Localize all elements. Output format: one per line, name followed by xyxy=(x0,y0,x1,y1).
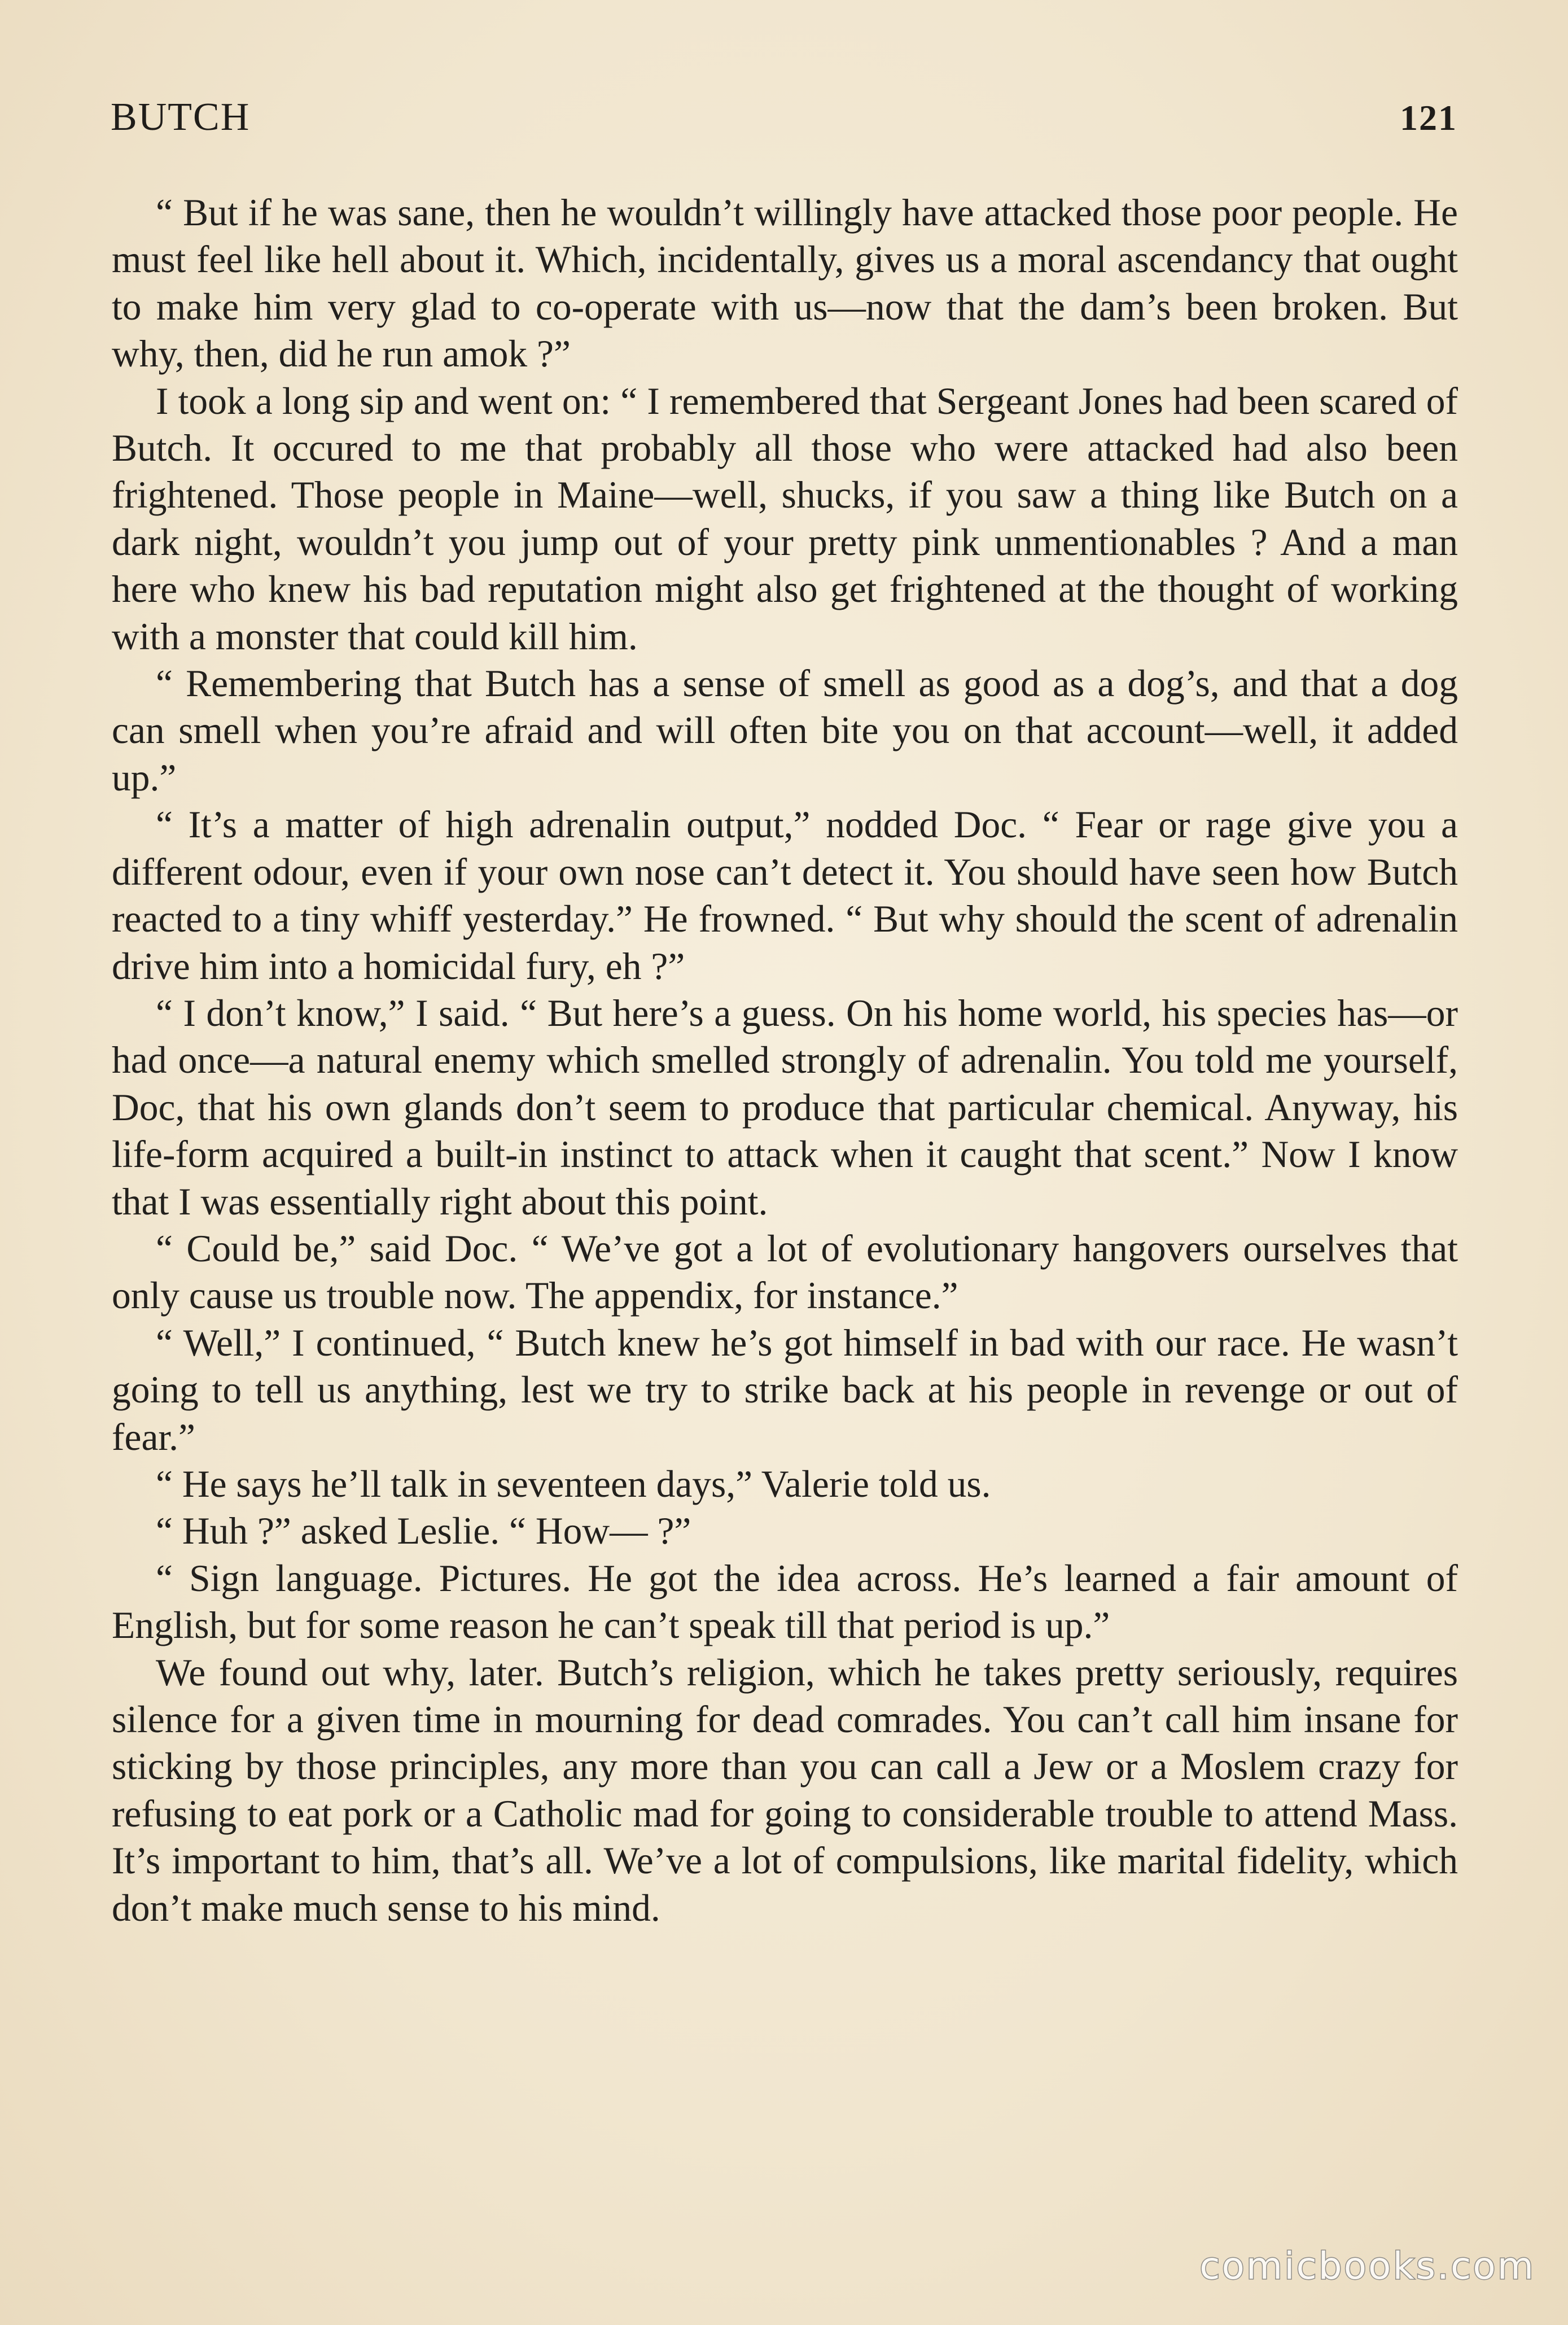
paragraph: We found out why, later. Butch’s religion, which he takes pretty seriously, requires silence for a given time in mourning for dead comrades. You can’t call him insane for sticking by those principles, any more than you can call a Jew or a Moslem crazy for refusing to eat pork or a Catholic mad for going to considerable trouble to attend Mass. It’s important to him, that’s all. We’ve a lot of compulsions, like marital fidelity, which don’t make much sense to his mind. xyxy=(112,1651,1458,1929)
paragraph: “ Huh ?” asked Leslie. “ How— ?” xyxy=(156,1510,691,1553)
paragraph: “ Could be,” said Doc. “ We’ve got a lot of evolutionary hangovers ourselves that only cause us trouble now. The appendix, for instance.” xyxy=(112,1227,1458,1317)
page-number: 121 xyxy=(1400,98,1457,138)
watermark: comicbooks.com xyxy=(1199,2244,1535,2288)
paragraph: I took a long sip and went on: “ I remembered that Sergeant Jones had been scared of Butch. It occured to me that probably all those who were attacked had also been frightened. Those people in Maine—well, shucks, if you saw a thing like Butch on a dark night, wouldn’t you jump out of your pretty pink unmentionables ? And a man here who knew his bad reputation might also get frightened at the thought of working with a monster that could kill him. xyxy=(112,379,1458,658)
paragraph: “ He says he’ll talk in seventeen days,” Valerie told us. xyxy=(156,1462,991,1505)
paragraph: “ It’s a matter of high adrenalin output,” nodded Doc. “ Fear or rage give you a different odour, even if your own nose can’t detect it. You should have seen how Butch reacted to a tiny whiff yesterday.” He frowned. “ But why should the scent of adrenalin drive him into a homicidal fury, eh ?” xyxy=(112,803,1458,987)
body-text xyxy=(112,189,1458,1931)
paragraph: “ Sign language. Pictures. He got the idea across. He’s learned a fair amount of English, but for some reason he can’t speak till that period is up.” xyxy=(112,1557,1458,1647)
paragraph: “ Remembering that Butch has a sense of smell as good as a dog’s, and that a dog can smell when you’re afraid and will often bite you on that account—well, it added up.” xyxy=(112,662,1458,799)
running-head: BUTCH xyxy=(111,95,251,139)
paragraph: “ Well,” I continued, “ Butch knew he’s got himself in bad with our race. He wasn’t going to tell us anything, lest we try to strike back at his people in revenge or out of fear.” xyxy=(112,1321,1458,1458)
paragraph: “ I don’t know,” I said. “ But here’s a guess. On his home world, his species has—or had once—a natural enemy which smelled strongly of adrenalin. You told me yourself, Doc, that his own glands don’t seem to produce that particular chemical. Anyway, his life-form acquired a built-in instinct to attack when it caught that scent.” Now I know that I was essentially right about this point. xyxy=(112,991,1458,1223)
paragraph: “ But if he was sane, then he wouldn’t willingly have attacked those poor people. He must feel like hell about it. Which, incidentally, gives us a moral ascendancy that ought to make him very glad to co-operate with us—now that the dam’s been broken. But why, then, did he run amok ?” xyxy=(112,191,1458,375)
page-header xyxy=(111,95,1457,146)
